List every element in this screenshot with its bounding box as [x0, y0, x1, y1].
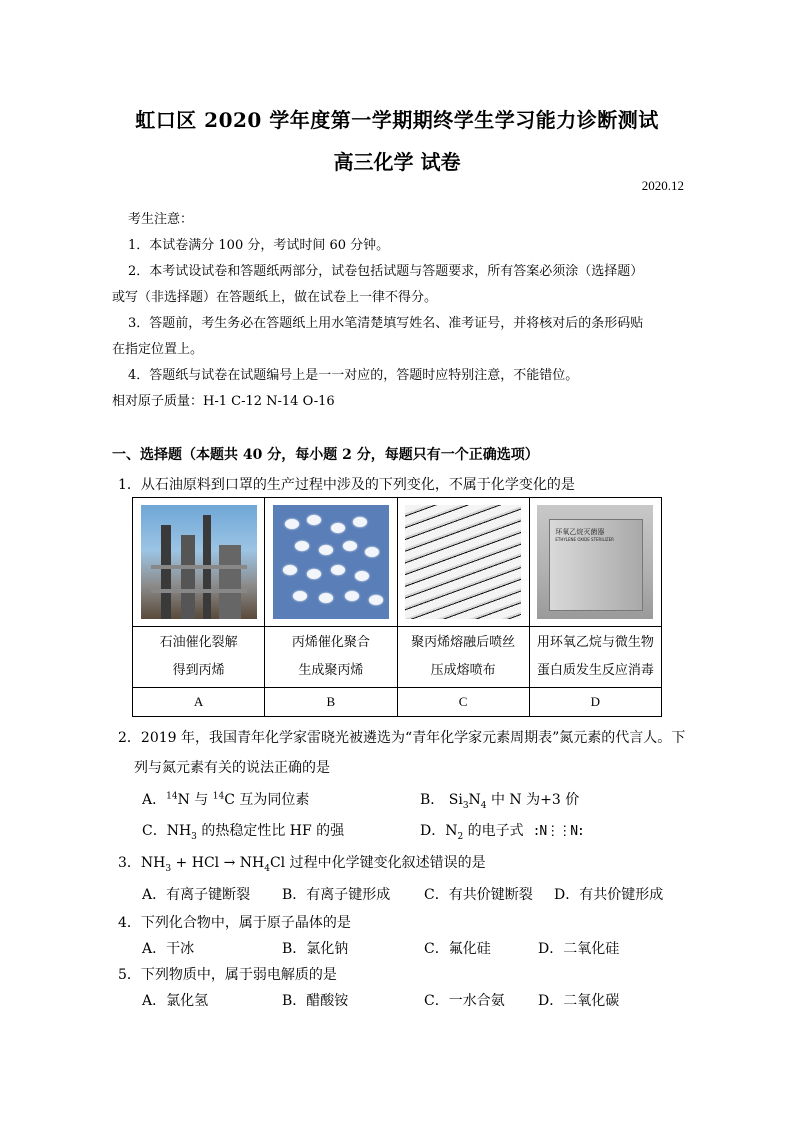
q1-caption-c: 聚丙烯熔融后喷丝 压成熔喷布 [397, 627, 529, 688]
q4-option-c: C．氟化硅 [424, 941, 491, 957]
refinery-image [141, 505, 257, 619]
q5-option-d: D．二氧化碳 [538, 993, 620, 1009]
q3-option-b: B．有离子键形成 [282, 887, 391, 903]
section-1-heading: 一、选择题（本题共 40 分，每小题 2 分，每题只有一个正确选项） [112, 447, 539, 463]
q2-stem-1: 2．2019 年，我国青年化学家雷晓光被遴选为“青年化学家元素周期表”氮元素的代言人。下 [118, 730, 686, 746]
meltblown-fabric-image [405, 505, 521, 619]
q5-option-b: B．醋酸铵 [282, 993, 349, 1009]
atomic-mass-line: 相对原子质量：H-1 C-12 N-14 O-16 [112, 394, 335, 409]
polypropylene-pellets-image [273, 505, 389, 619]
q3-option-d: D．有共价键形成 [554, 887, 664, 903]
q1-caption-a: 石油催化裂解 得到丙烯 [133, 627, 265, 688]
notice-item-1: 1．本试卷满分 100 分，考试时间 60 分钟。 [128, 238, 390, 253]
n2-electron-formula: :N⋮⋮N: [532, 824, 584, 839]
q1-label-a: A [133, 688, 265, 717]
q1-image-cell-a [133, 498, 265, 627]
q2-option-c: C．$NH_3$ 的热稳定性比 HF 的强 [142, 823, 345, 842]
q2-option-d: D．$N_2$ 的电子式 :N⋮⋮N: [420, 823, 584, 842]
exam-subtitle: 高三化学 试卷 [333, 150, 461, 174]
q1-caption-b: 丙烯催化聚合 生成聚丙烯 [265, 627, 397, 688]
q4-option-d: D．二氧化硅 [538, 941, 620, 957]
q2-option-a: A．$^{14}$N 与 $^{14}$C 互为同位素 [142, 791, 310, 808]
q5-option-c: C．一水合氨 [424, 993, 505, 1009]
notice-item-3a: 3．答题前，考生务必在答题纸上用水笔清楚填写姓名、准考证号，并将核对后的条形码贴 [128, 316, 644, 331]
sterilizer-label-en: ETHYLENE OXIDE STERILIZER [555, 537, 614, 542]
q1-stem: 1．从石油原料到口罩的生产过程中涉及的下列变化，不属于化学变化的是 [118, 477, 575, 493]
q5-option-a: A．氯化氢 [142, 993, 209, 1009]
notice-heading: 考生注意： [128, 212, 194, 227]
q1-image-cell-d [529, 498, 661, 627]
q3-option-c: C．有共价键断裂 [424, 887, 533, 903]
q3-stem: 3．$NH_3$ + HCl → $NH_4Cl$ 过程中化学键变化叙述错误的是 [118, 855, 486, 874]
q2-stem-2: 列与氮元素有关的说法正确的是 [134, 760, 330, 776]
sterilizer-image [537, 505, 653, 619]
q1-label-c: C [397, 688, 529, 717]
q1-options-table [132, 497, 662, 717]
q4-option-a: A．干冰 [142, 941, 195, 957]
sterilizer-label: 环氧乙烷灭菌器 [555, 528, 605, 536]
exam-title: 虹口区 2020 学年度第一学期期终学生学习能力诊断测试 [135, 108, 659, 132]
q4-stem: 4．下列化合物中，属于原子晶体的是 [118, 915, 351, 931]
notice-item-4: 4．答题纸与试卷在试题编号上是一一对应的，答题时应特别注意，不能错位。 [128, 368, 579, 383]
q1-label-b: B [265, 688, 397, 717]
q1-label-d: D [529, 688, 661, 717]
q2-option-b: B． $Si_3N_4$ 中 N 为+3 价 [420, 792, 580, 811]
q3-option-a: A．有离子键断裂 [142, 887, 251, 903]
q1-image-cell-b [265, 498, 397, 627]
exam-date: 2020.12 [641, 178, 684, 193]
notice-item-2b: 或写（非选择题）在答题纸上，做在试卷上一律不得分。 [112, 290, 438, 305]
q1-image-cell-c [397, 498, 529, 627]
q1-caption-d: 用环氧乙烷与微生物 蛋白质发生反应消毒 [529, 627, 661, 688]
notice-item-2a: 2．本考试设试卷和答题纸两部分，试卷包括试题与答题要求，所有答案必须涂（选择题） [128, 264, 644, 279]
q4-option-b: B．氯化钠 [282, 941, 349, 957]
q5-stem: 5．下列物质中，属于弱电解质的是 [118, 967, 337, 983]
notice-item-3b: 在指定位置上。 [112, 342, 204, 357]
